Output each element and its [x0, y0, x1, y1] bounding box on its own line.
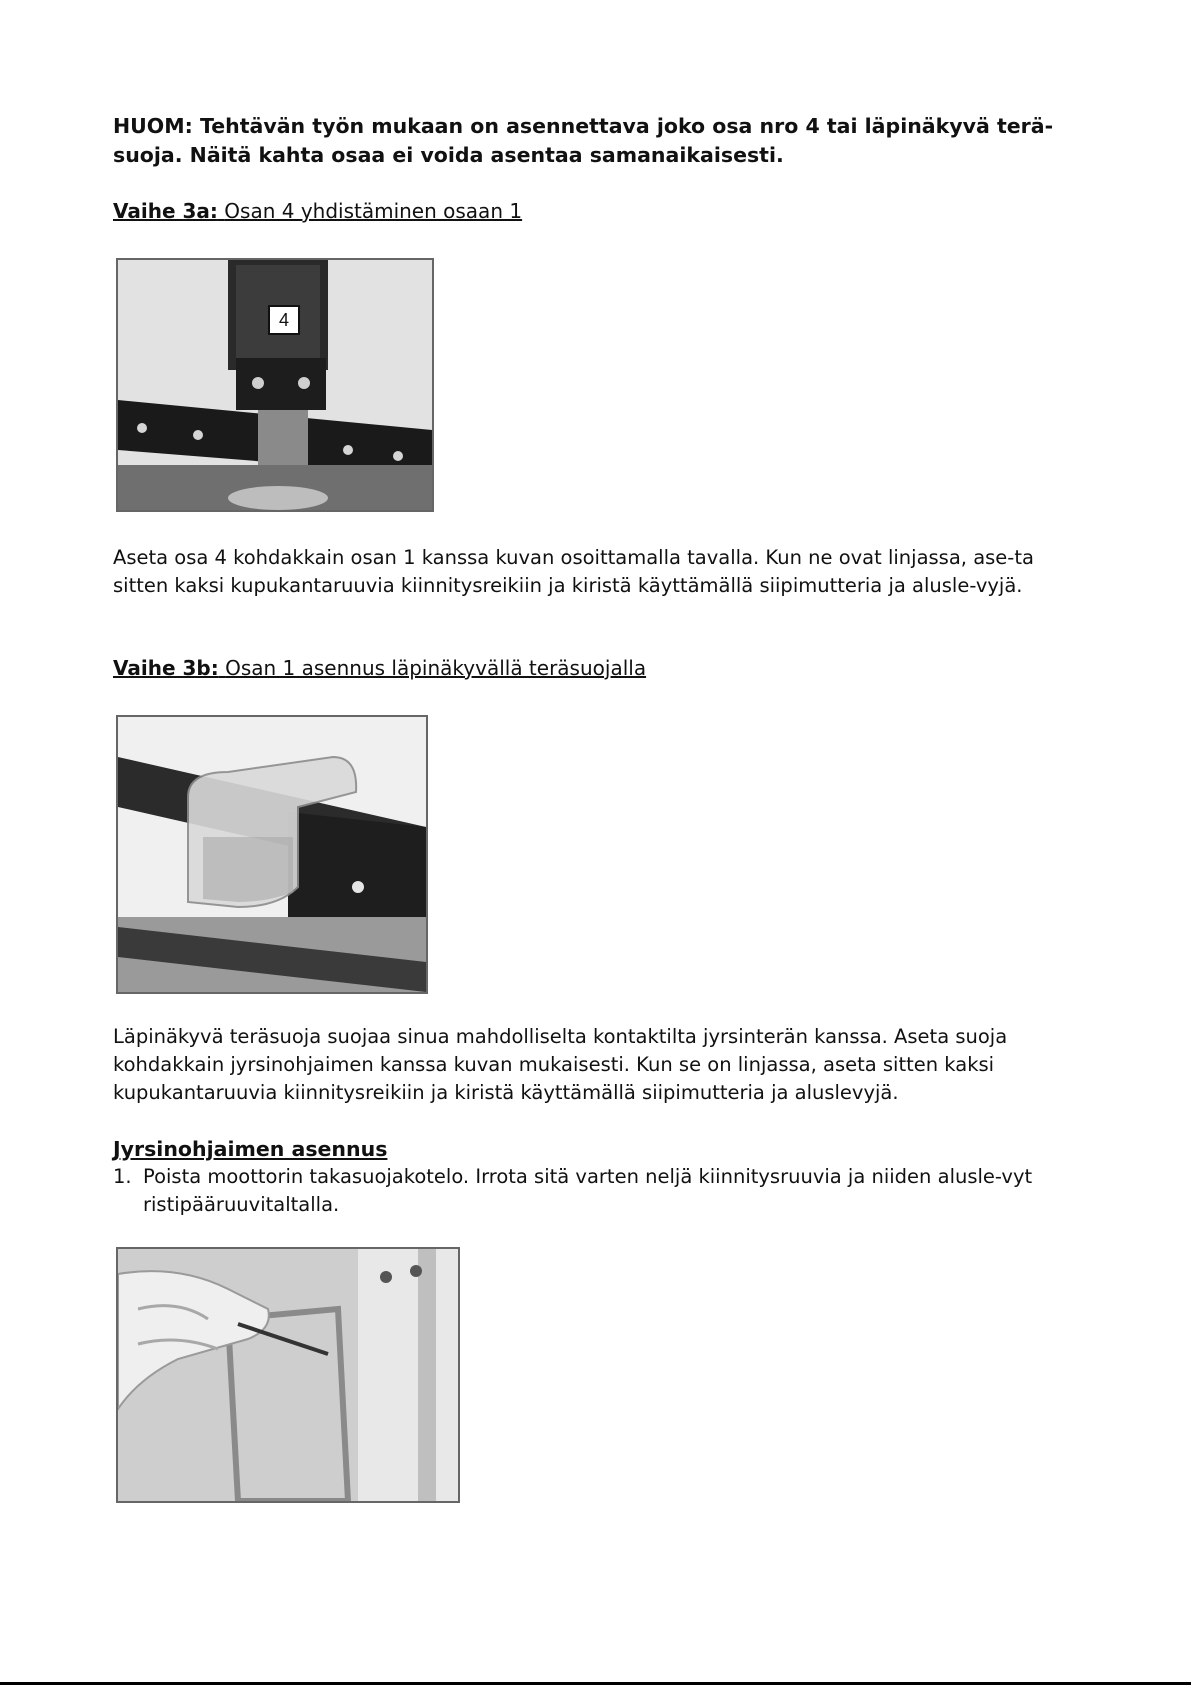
step-3b-text: Läpinäkyvä teräsuoja suojaa sinua mahdolliselta kontaktilta jyrsinterän kanssa. Aseta suoja kohdakkain jyrsinohjaimen kanssa kuvan mukaisesti. Kun se on linjassa, aseta sitten kaksi kupukantaruuvia kiinnitysreikiin ja kiristä käyttämällä siipimutteria ja aluslevyjä. — [113, 1025, 1008, 1104]
section-title: Jyrsinohjaimen asennus — [113, 1137, 388, 1161]
list-item — [113, 1163, 1083, 1219]
step-3b-heading — [113, 654, 1083, 682]
step-3a-photo — [116, 258, 434, 512]
warning-note: HUOM: Tehtävän työn mukaan on asennettava joko osa nro 4 tai läpinäkyvä terä-suoja. Näitä kahta osaa ei voida asentaa samanaikaisesti. — [113, 114, 1054, 167]
part-number-label: 4 — [268, 305, 300, 335]
step-3b-title: Osan 1 asennus läpinäkyvällä teräsuojalla — [225, 656, 647, 680]
step-3a-title: Osan 4 yhdistäminen osaan 1 — [224, 199, 523, 223]
motor-cover-photo — [116, 1247, 460, 1503]
step-3a-label: Vaihe 3a: — [113, 199, 218, 223]
step-3b-label: Vaihe 3b: — [113, 656, 219, 680]
list-item-number: 1. — [113, 1165, 132, 1188]
step-3b-photo — [116, 715, 428, 994]
list-item-text: Poista moottorin takasuojakotelo. Irrota sitä varten neljä kiinnitysruuvia ja niiden alusle-vyt ristipääruuvitaltalla. — [143, 1165, 1033, 1216]
step-3a-heading — [113, 197, 1083, 225]
step-3a-text: Aseta osa 4 kohdakkain osan 1 kanssa kuvan osoittamalla tavalla. Kun ne ovat linjassa, ase-ta sitten kaksi kupukantaruuvia kiinnitysreikiin ja kiristä käyttämällä siipimutteria ja alusle-vyjä. — [113, 546, 1034, 597]
